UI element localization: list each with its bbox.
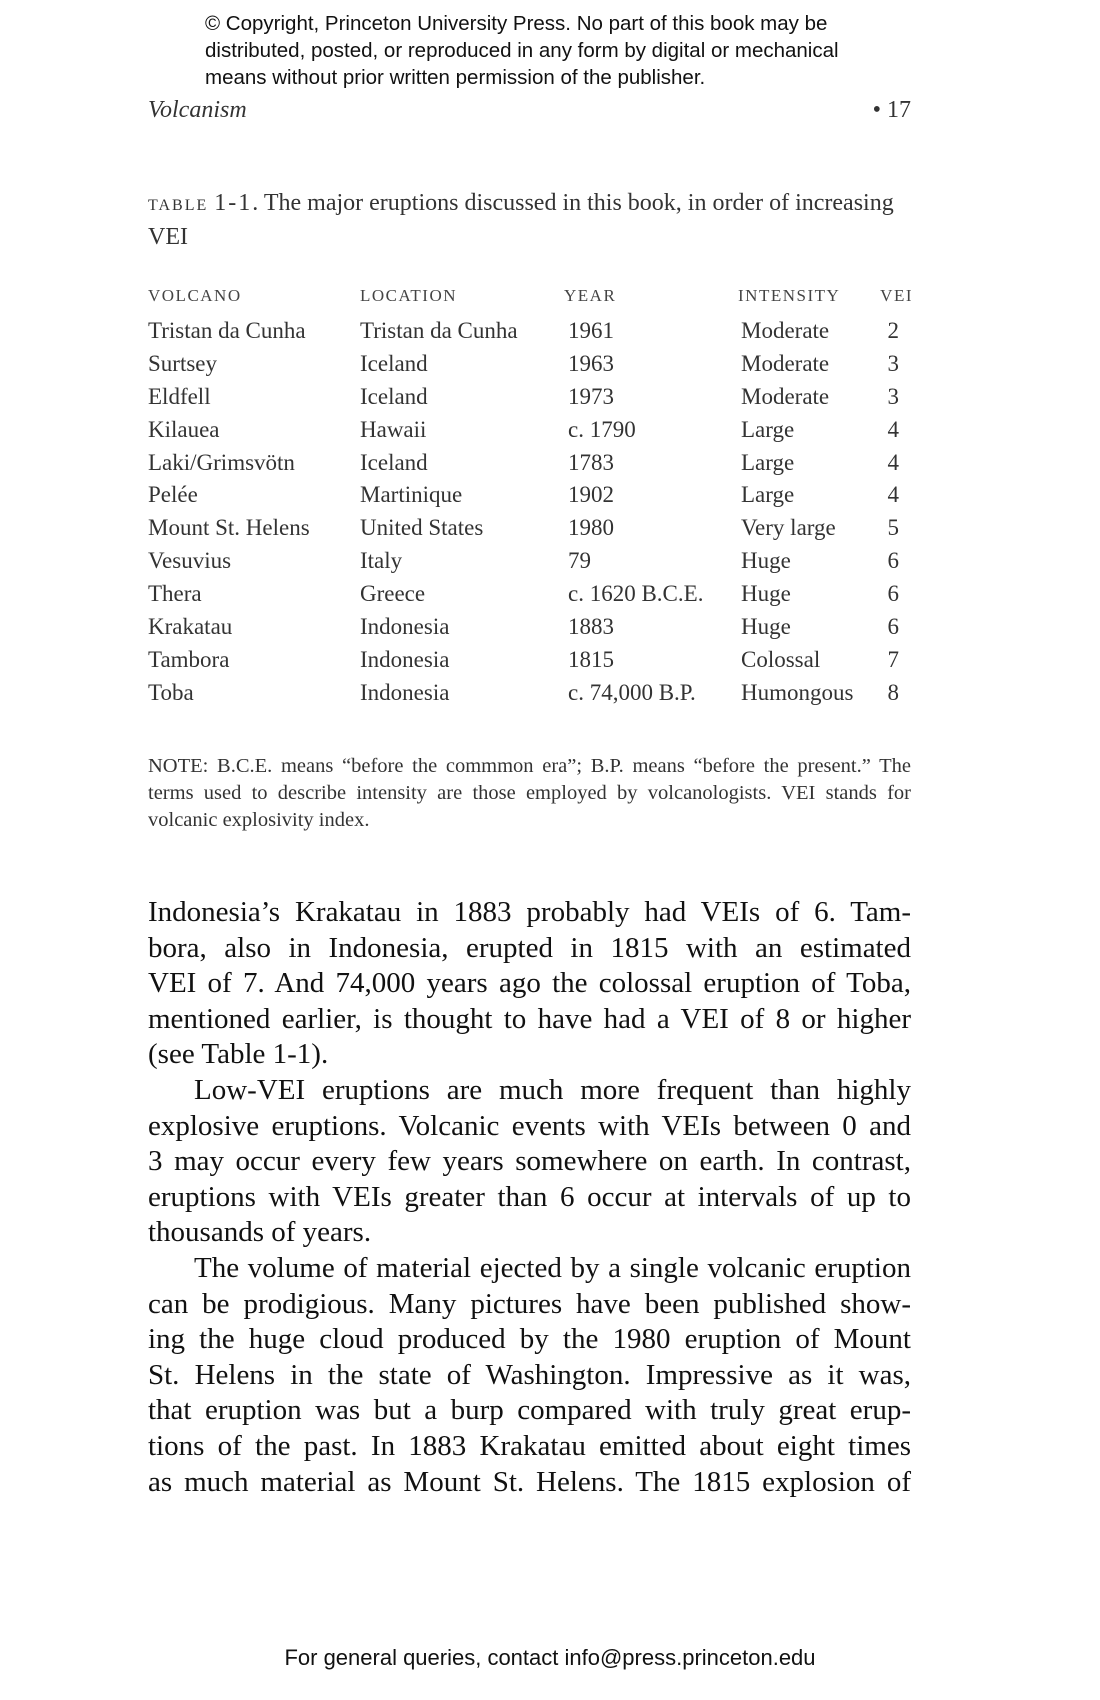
copyright-line: © Copyright, Princeton University Press. No part of this book may be — [205, 12, 828, 35]
table-caption-text: . The major eruptions discussed in this book, in order of increasing VEI — [148, 190, 894, 250]
cell-intensity: Huge — [741, 581, 791, 607]
text-line: eruptions with VEIs greater than 6 occur at intervals of up to — [148, 1180, 911, 1213]
column-header-location: LOCATION — [360, 286, 457, 305]
cell-vei: 4 — [887, 416, 899, 442]
cell-volcano: Kilauea — [148, 416, 220, 442]
cell-vei: 7 — [887, 646, 899, 672]
cell-location: Iceland — [360, 350, 428, 376]
footer-contact: For general queries, contact info@press.princeton.edu — [284, 1645, 816, 1670]
cell-location: Martinique — [360, 482, 463, 508]
table-row — [148, 581, 913, 614]
cell-intensity: Moderate — [741, 318, 830, 343]
cell-year: 1783 — [568, 449, 614, 475]
cell-year: 1980 — [568, 515, 614, 541]
cell-volcano: Krakatau — [148, 614, 233, 640]
cell-year: c. 1790 — [568, 416, 636, 442]
text-line: ing the huge cloud produced by the 1980 eruption of Mount — [148, 1323, 911, 1356]
table-row — [148, 351, 913, 384]
cell-location: Italy — [360, 548, 403, 574]
copyright-notice — [205, 10, 925, 91]
text-line: tions of the past. In 1883 Krakatau emitted about eight times — [148, 1429, 911, 1462]
text-line: Indonesia’s Krakatau in 1883 probably had VEIs of 6. Tam- — [148, 896, 911, 928]
cell-volcano: Laki/Grimsvötn — [148, 449, 295, 475]
section-title: Volcanism — [148, 97, 247, 123]
text-line: mentioned earlier, is thought to have had a VEI of 8 or higher — [148, 1002, 911, 1035]
cell-vei: 4 — [887, 449, 899, 475]
cell-volcano: Tristan da Cunha — [148, 318, 306, 343]
cell-year: 79 — [568, 548, 591, 574]
text-line: thousands of years. — [148, 1216, 372, 1249]
column-header-year: YEAR — [564, 286, 617, 305]
text-line: (see Table 1-1). — [148, 1038, 329, 1071]
paragraph — [148, 895, 911, 1073]
table-row — [148, 384, 913, 417]
text-line: Low-VEI eruptions are much more frequent than highly — [194, 1073, 911, 1106]
cell-intensity: Large — [741, 482, 795, 508]
text-line: 3 may occur every few years somewhere on earth. In contrast, — [148, 1145, 911, 1178]
text-line: The volume of material ejected by a single volcanic eruption — [194, 1251, 911, 1284]
cell-location: Greece — [360, 581, 426, 607]
cell-vei: 4 — [887, 482, 899, 508]
table-row — [148, 614, 913, 647]
cell-intensity: Humongous — [741, 679, 854, 705]
cell-year: c. 1620 B.C.E. — [568, 581, 704, 607]
column-header-intensity: INTENSITY — [738, 286, 841, 305]
cell-year: c. 74,000 B.P. — [568, 679, 696, 705]
cell-volcano: Eldfell — [148, 383, 211, 409]
column-header-volcano: VOLCANO — [148, 286, 242, 305]
cell-year: 1815 — [568, 646, 614, 672]
cell-vei: 6 — [887, 548, 899, 574]
text-line: VEI of 7. And 74,000 years ago the colossal eruption of Toba, — [148, 967, 911, 1000]
table-row — [148, 548, 913, 581]
cell-year: 1961 — [568, 318, 614, 343]
table-row — [148, 450, 913, 483]
cell-vei: 6 — [887, 614, 899, 640]
cell-intensity: Huge — [741, 614, 791, 640]
cell-vei: 2 — [887, 318, 899, 343]
table-row — [148, 515, 913, 548]
table-header — [148, 282, 913, 318]
cell-year: 1883 — [568, 614, 614, 640]
cell-volcano: Vesuvius — [148, 548, 232, 574]
cell-location: Indonesia — [360, 614, 450, 640]
cell-intensity: Large — [741, 449, 795, 475]
table-body — [148, 318, 913, 713]
copyright-line: distributed, posted, or reproduced in any form by digital or mechanical — [205, 39, 839, 62]
table-label: table — [148, 190, 209, 215]
cell-year: 1963 — [568, 350, 614, 376]
cell-location: Indonesia — [360, 679, 450, 705]
cell-vei: 3 — [887, 383, 899, 409]
column-header-vei: VEI — [880, 286, 913, 305]
cell-year: 1973 — [568, 383, 614, 409]
cell-location: Iceland — [360, 449, 428, 475]
cell-intensity: Moderate — [741, 350, 830, 376]
cell-intensity: Colossal — [741, 646, 821, 672]
text-line: that eruption was but a burp compared with truly great erup- — [148, 1394, 911, 1427]
text-line: bora, also in Indonesia, erupted in 1815 with an estimated — [148, 931, 911, 964]
cell-volcano: Tambora — [148, 646, 230, 672]
cell-vei: 3 — [887, 350, 899, 376]
text-line: can be prodigious. Many pictures have been published show- — [148, 1287, 911, 1320]
paragraph — [148, 1251, 911, 1500]
cell-year: 1902 — [568, 482, 614, 508]
table-note: NOTE: B.C.E. means “before the commmon era”; B.P. means “before the present.” The terms used to describe intensity are those employed by volcanologists. VEI stands for volcanic explosivity index. — [148, 755, 911, 831]
table-number: 1-1 — [214, 190, 253, 216]
cell-location: Hawaii — [360, 416, 427, 442]
cell-volcano: Pelée — [148, 482, 198, 508]
cell-vei: 6 — [887, 581, 899, 607]
text-line: St. Helens in the state of Washington. Impressive as it was, — [148, 1358, 911, 1391]
cell-intensity: Very large — [741, 515, 836, 541]
page-number: • 17 — [872, 97, 911, 123]
cell-intensity: Huge — [741, 548, 791, 574]
cell-volcano: Mount St. Helens — [148, 515, 310, 541]
text-line: as much material as Mount St. Helens. The 1815 explosion of — [148, 1465, 911, 1498]
table-row — [148, 318, 913, 351]
cell-volcano: Thera — [148, 581, 202, 607]
cell-volcano: Toba — [148, 679, 194, 705]
body-text — [148, 895, 911, 1500]
cell-location: Iceland — [360, 383, 428, 409]
cell-vei: 5 — [887, 515, 899, 541]
text-line: explosive eruptions. Volcanic events with VEIs between 0 and — [148, 1109, 911, 1142]
paragraph — [148, 1073, 911, 1251]
running-head — [148, 97, 911, 124]
cell-intensity: Moderate — [741, 383, 830, 409]
table-row — [148, 680, 913, 713]
copyright-line: means without prior written permission of the publisher. — [205, 66, 706, 89]
eruptions-table — [148, 282, 913, 713]
table-row — [148, 647, 913, 680]
table-caption — [148, 186, 911, 254]
table-row — [148, 482, 913, 515]
cell-volcano: Surtsey — [148, 350, 217, 376]
cell-intensity: Large — [741, 416, 795, 442]
cell-location: Indonesia — [360, 646, 450, 672]
cell-location: Tristan da Cunha — [360, 318, 518, 343]
table-row — [148, 417, 913, 450]
cell-vei: 8 — [887, 679, 899, 705]
cell-location: United States — [360, 515, 484, 541]
